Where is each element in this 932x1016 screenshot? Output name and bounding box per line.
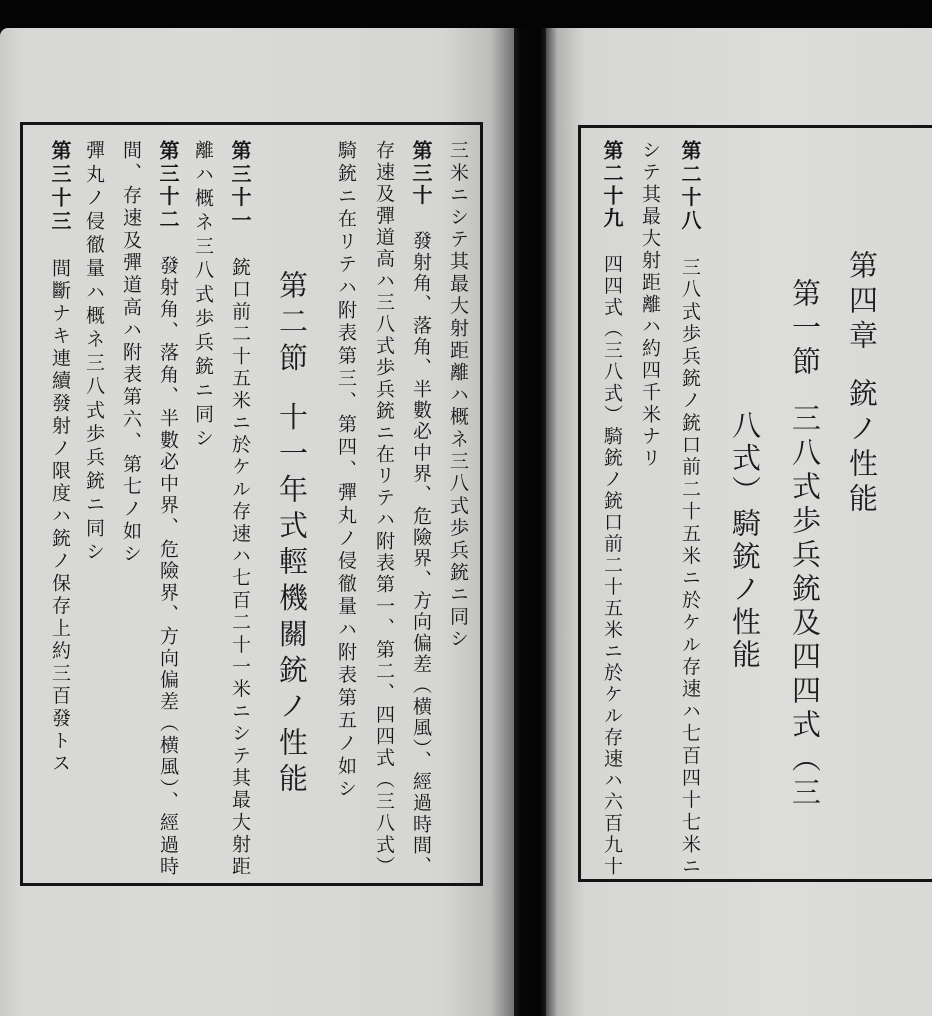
continued-text-line: 三米ニシテ其最大射距離ハ概ネ三八式歩兵銃ニ同シ (447, 140, 469, 651)
article-number: 第二十九 (600, 140, 624, 230)
chapter-title-text: 銃ノ性能 (845, 378, 879, 512)
book-gutter (514, 28, 546, 1016)
section-title (273, 270, 311, 792)
text-column: シテ其最大射距離ハ約四千米ナリ (639, 140, 661, 470)
text-column: 離ハ概ネ三八式歩兵銃ニ同シ (192, 140, 214, 452)
section-label: 第一節 (788, 278, 822, 380)
section-title-continued: 八式）騎銃ノ性能 (728, 410, 762, 668)
article-text: 四四式（三八式）騎銃ノ銃口前二十五米ニ於ケル存速ハ六百九十 (601, 254, 623, 875)
article-text: 間斷ナキ連續發射ノ限度ハ銃ノ保存上約三百發トス (49, 258, 71, 776)
article-text: 銃口前二十五米ニ於ケル存速ハ七百二十一米ニシテ其最大射距 (229, 256, 251, 875)
right-page (546, 28, 932, 1016)
text-column (677, 140, 703, 875)
section-label: 第二節 (275, 270, 309, 379)
text-column (155, 140, 181, 875)
chapter-label: 第四章 (845, 250, 879, 355)
text-column: 存速及彈道高ハ三八式歩兵銃ニ在リテハ附表第一、第二、四四式（三八式） (373, 140, 395, 875)
article-number: 第三十 (409, 140, 433, 207)
text-column (227, 140, 253, 875)
section-title-text: 十一年式輕機關銃ノ性能 (275, 401, 309, 792)
text-column: 彈丸ノ侵徹量ハ概ネ三八式歩兵銃ニ同シ (83, 140, 105, 565)
section-title (786, 278, 824, 806)
chapter-title (843, 250, 881, 512)
text-column (47, 140, 73, 875)
text-column (599, 140, 625, 875)
article-number: 第三十二 (156, 140, 180, 232)
article-number: 第二十八 (678, 140, 702, 233)
text-column (408, 140, 434, 875)
section-title-text: 三八式歩兵銃及四四式（三 (788, 403, 822, 806)
article-number: 第三十一 (228, 140, 252, 233)
left-page (0, 28, 516, 1016)
text-column: 間、存速及彈道高ハ附表第六、第七ノ如シ (120, 140, 142, 566)
scan-top-edge (0, 0, 932, 28)
text-column: 騎銃ニ在リテハ附表第三、第四、彈丸ノ侵徹量ハ附表第五ノ如シ (335, 140, 357, 802)
article-text: 三八式歩兵銃ノ銃口前二十五米ニ於ケル存速ハ七百四十七米ニ (679, 256, 701, 875)
article-number: 第三十三 (48, 140, 72, 234)
article-text: 發射角、落角、半數必中界、危險界、方向偏差（横風）、經過時間、 (410, 230, 432, 875)
article-text: 發射角、落角、半數必中界、危險界、方向偏差（横風）、經過時 (157, 255, 179, 875)
